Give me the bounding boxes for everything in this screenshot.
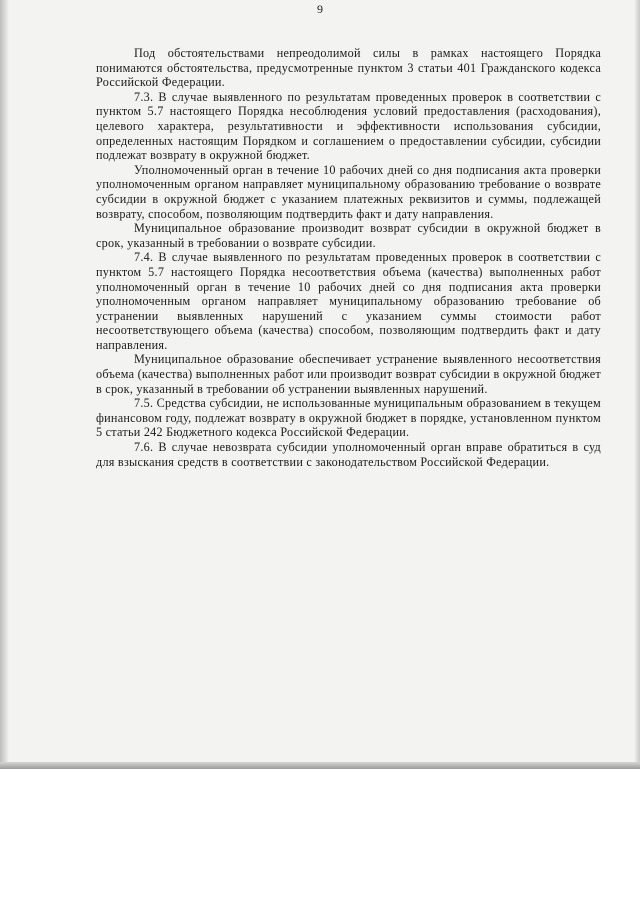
- page-number: 9: [317, 2, 323, 16]
- paragraph-force-majeure: Под обстоятельствами непреодолимой силы в рамках настоящего Порядка понимаются обстоятельства, предусмотренные пунктом 3 статьи 401 Гражданского кодекса Российской Федерации.: [96, 46, 601, 90]
- scan-bottom-edge: [0, 762, 640, 769]
- document-body: [96, 46, 601, 469]
- paragraph-refund-demand: Уполномоченный орган в течение 10 рабочих дней со дня подписания акта проверки уполномоченным органом направляет муниципальному образованию требование о возврате субсидии в окружной бюджет с указанием платежных реквизитов и суммы, подлежащей возврату, способом, позволяющим подтвердить факт и дату направления.: [96, 162, 601, 221]
- paragraph-7-6: 7.6. В случае невозврата субсидии уполномоченный орган вправе обратиться в суд для взыскания средств в соответствии с законодательством Российской Федерации.: [96, 440, 601, 469]
- scan-shadow-right: [634, 0, 640, 768]
- paragraph-7-3: 7.3. В случае выявленного по результатам проведенных проверок в соответствии с пунктом 5.7 настоящего Порядка несоблюдения условий предоставления (расходования), целевого характера, результативности и эффективности использования субсидии, определенных настоящим Порядком и соглашением о предоставлении субсидии, субсидии подлежат возврату в окружной бюджет.: [96, 89, 601, 163]
- scan-shadow-left: [0, 0, 9, 768]
- paragraph-7-4: 7.4. В случае выявленного по результатам проведенных проверок в соответствии с пунктом 5.7 настоящего Порядка несоответствия объема (качества) выполненных работ уполномоченный орган в течение 10 рабочих дней со дня подписания акта проверки уполномоченным органом направляет муниципальному образованию требование об устранении выявленных нарушений с указанием суммы стоимости работ несоответствующего объема (качества) способом, позволяющим подтвердить факт и дату направления.: [96, 250, 601, 352]
- paragraph-7-5: 7.5. Средства субсидии, не использованные муниципальным образованием в текущем финансовом году, подлежат возврату в окружной бюджет в порядке, установленном пунктом 5 статьи 242 Бюджетного кодекса Российской Федерации.: [96, 396, 601, 440]
- paragraph-violation-remedy: Муниципальное образование обеспечивает устранение выявленного несоответствия объема (качества) выполненных работ или производит возврат субсидии в окружной бюджет в срок, указанный в требовании об устранении выявленных нарушений.: [96, 352, 601, 396]
- paragraph-refund-execution: Муниципальное образование производит возврат субсидии в окружной бюджет в срок, указанный в требовании о возврате субсидии.: [96, 221, 601, 250]
